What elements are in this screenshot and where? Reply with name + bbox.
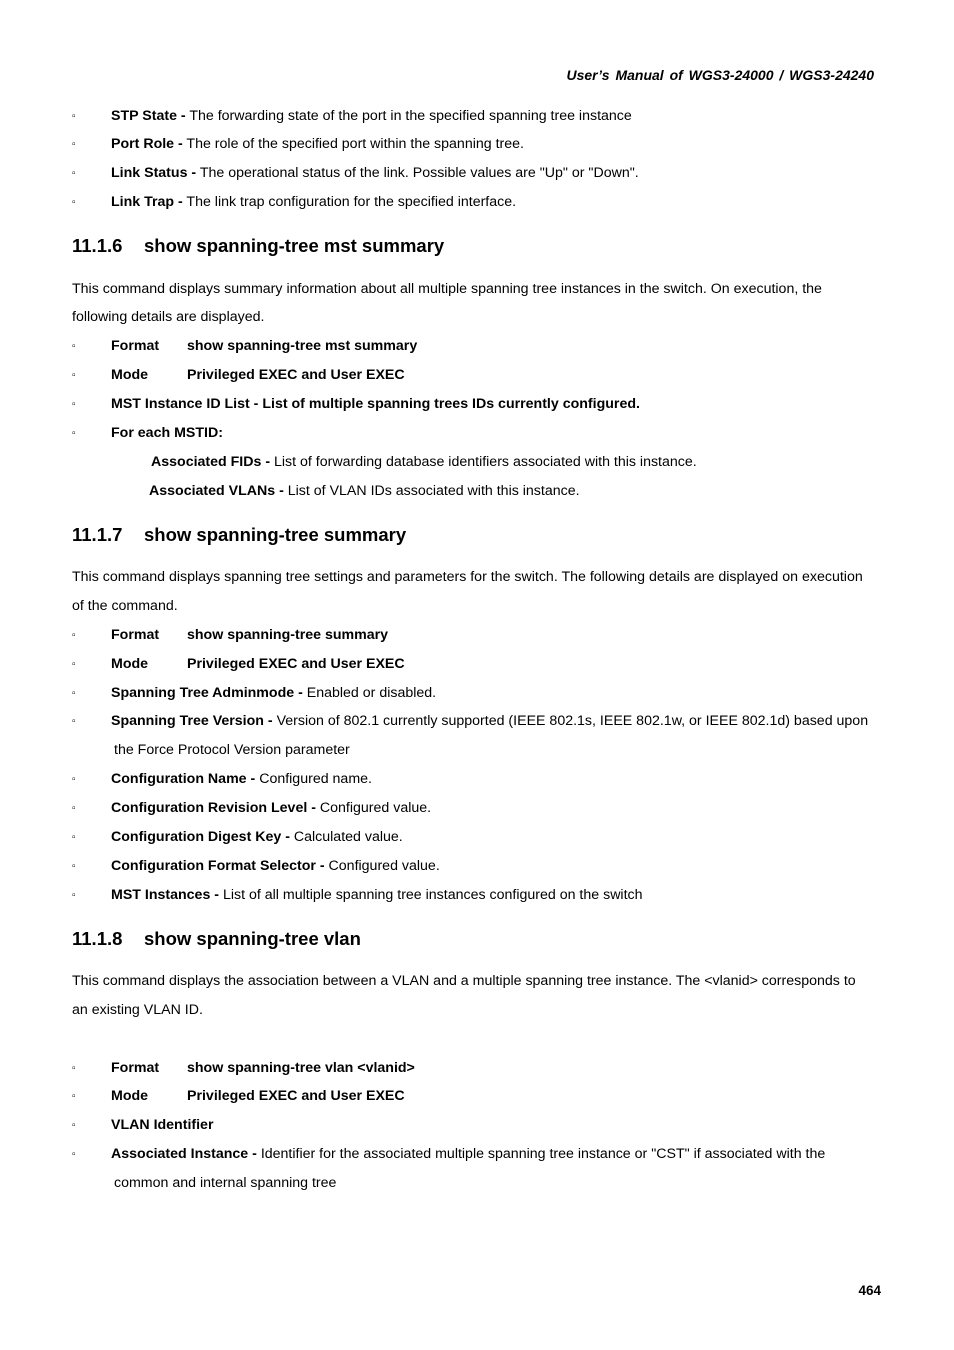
list-item — [111, 800, 431, 816]
list-item: For each MSTID: — [111, 425, 223, 441]
mode-value: Privileged EXEC and User EXEC — [187, 656, 405, 672]
section-title: show spanning-tree vlan — [144, 928, 361, 949]
format-value: show spanning-tree summary — [187, 627, 389, 643]
list-item — [111, 713, 868, 729]
paragraph-line: This command displays spanning tree settings and parameters for the switch. The following details are displayed on execution — [72, 569, 863, 585]
bullet-icon: ▫ — [72, 630, 76, 641]
sub-desc: List of forwarding database identifiers associated with this instance. — [270, 454, 697, 470]
bullet-icon: ▫ — [72, 832, 76, 843]
paragraph-line: of the command. — [72, 598, 178, 614]
paragraph-line: following details are displayed. — [72, 309, 265, 325]
section-number: 11.1.8 — [72, 928, 123, 949]
item-desc: The link trap configuration for the specified interface. — [182, 194, 517, 210]
bullet-icon: ▫ — [72, 1149, 76, 1160]
item-term: Port Role - — [111, 136, 183, 152]
format-row — [111, 1060, 415, 1076]
paragraph-line: This command displays summary information about all multiple spanning tree instances in the switch. On execution, the — [72, 281, 822, 297]
list-item: VLAN Identifier — [111, 1117, 214, 1133]
bullet-icon: ▫ — [72, 659, 76, 670]
bullet-icon: ▫ — [72, 139, 76, 150]
bullet-icon: ▫ — [72, 803, 76, 814]
bullet-icon: ▫ — [72, 861, 76, 872]
bullet-icon: ▫ — [72, 370, 76, 381]
list-item — [111, 1146, 825, 1162]
page-number: 464 — [858, 1283, 881, 1298]
bullet-icon: ▫ — [72, 197, 76, 208]
mode-label: Mode — [111, 367, 149, 383]
item-term: Configuration Digest Key - — [111, 829, 290, 845]
item-term: Spanning Tree Adminmode - — [111, 685, 303, 701]
bullet-icon: ▫ — [72, 168, 76, 179]
bullet-icon: ▫ — [72, 399, 76, 410]
bullet-icon: ▫ — [72, 111, 76, 122]
page-header: User’s Manual of WGS3-24000 / WGS3-24240 — [566, 67, 874, 83]
item-desc: Calculated value. — [289, 829, 403, 845]
mode-label: Mode — [111, 1088, 149, 1104]
section-heading-11-1-6 — [72, 235, 444, 257]
format-row — [111, 627, 388, 643]
list-item — [111, 771, 372, 787]
list-item — [111, 858, 440, 874]
item-continuation: the Force Protocol Version parameter — [114, 742, 350, 758]
section-number: 11.1.7 — [72, 524, 123, 545]
item-term: Configuration Name - — [111, 771, 256, 787]
list-item — [111, 136, 524, 152]
sub-term: Associated FIDs - — [151, 454, 271, 470]
section-heading-11-1-8 — [72, 928, 361, 950]
list-item: MST Instance ID List - List of multiple spanning trees IDs currently configured. — [111, 396, 640, 412]
item-term: Configuration Format Selector - — [111, 858, 325, 874]
format-label: Format — [111, 1060, 160, 1076]
mode-label: Mode — [111, 656, 149, 672]
item-desc: Version of 802.1 currently supported (IEEE 802.1s, IEEE 802.1w, or IEEE 802.1d) based upon — [272, 713, 869, 729]
sub-item — [151, 454, 697, 470]
paragraph-line: This command displays the association between a VLAN and a multiple spanning tree instance. The <vlanid> corresponds to — [72, 973, 856, 989]
bullet-icon: ▫ — [72, 890, 76, 901]
mode-row — [111, 367, 405, 383]
section-title: show spanning-tree summary — [144, 524, 407, 545]
format-label: Format — [111, 627, 160, 643]
bullet-icon: ▫ — [72, 1063, 76, 1074]
item-continuation: common and internal spanning tree — [114, 1175, 337, 1191]
mode-value: Privileged EXEC and User EXEC — [187, 1088, 405, 1104]
item-desc: Configured value. — [315, 800, 432, 816]
item-term: STP State - — [111, 108, 186, 124]
bullet-icon: ▫ — [72, 428, 76, 439]
bullet-icon: ▫ — [72, 716, 76, 727]
item-desc: Enabled or disabled. — [302, 685, 437, 701]
item-term: Spanning Tree Version - — [111, 713, 273, 729]
format-value: show spanning-tree vlan <vlanid> — [187, 1060, 415, 1076]
mode-value: Privileged EXEC and User EXEC — [187, 367, 405, 383]
bullet-icon: ▫ — [72, 1091, 76, 1102]
sub-item — [149, 483, 580, 499]
format-row — [111, 338, 417, 354]
item-term: Associated Instance - — [111, 1146, 257, 1162]
item-term: Link Status - — [111, 165, 197, 181]
list-item — [111, 108, 632, 124]
format-label: Format — [111, 338, 160, 354]
list-item — [111, 194, 516, 210]
item-term: MST Instances - — [111, 887, 220, 903]
list-item — [111, 165, 639, 181]
mode-row — [111, 656, 405, 672]
item-term: Link Trap - — [111, 194, 183, 210]
bullet-icon: ▫ — [72, 341, 76, 352]
list-item — [111, 685, 436, 701]
item-desc: Identifier for the associated multiple spanning tree instance or "CST" if associated with the — [256, 1146, 826, 1162]
item-desc: Configured name. — [255, 771, 372, 787]
paragraph-line: an existing VLAN ID. — [72, 1002, 203, 1018]
item-desc: Configured value. — [324, 858, 440, 874]
item-desc: The operational status of the link. Possible values are "Up" or "Down". — [196, 165, 639, 181]
item-desc: The role of the specified port within the spanning tree. — [182, 136, 524, 152]
mode-row — [111, 1088, 405, 1104]
item-desc: List of all multiple spanning tree instances configured on the switch — [219, 887, 643, 903]
section-number: 11.1.6 — [72, 235, 123, 256]
bullet-icon: ▫ — [72, 774, 76, 785]
item-desc: The forwarding state of the port in the specified spanning tree instance — [185, 108, 632, 124]
section-heading-11-1-7 — [72, 524, 406, 546]
item-term: Configuration Revision Level - — [111, 800, 316, 816]
format-value: show spanning-tree mst summary — [187, 338, 418, 354]
list-item — [111, 829, 403, 845]
bullet-icon: ▫ — [72, 1120, 76, 1131]
list-item — [111, 887, 643, 903]
sub-desc: List of VLAN IDs associated with this instance. — [283, 483, 580, 499]
section-title: show spanning-tree mst summary — [144, 235, 445, 256]
sub-term: Associated VLANs - — [149, 483, 284, 499]
bullet-icon: ▫ — [72, 688, 76, 699]
